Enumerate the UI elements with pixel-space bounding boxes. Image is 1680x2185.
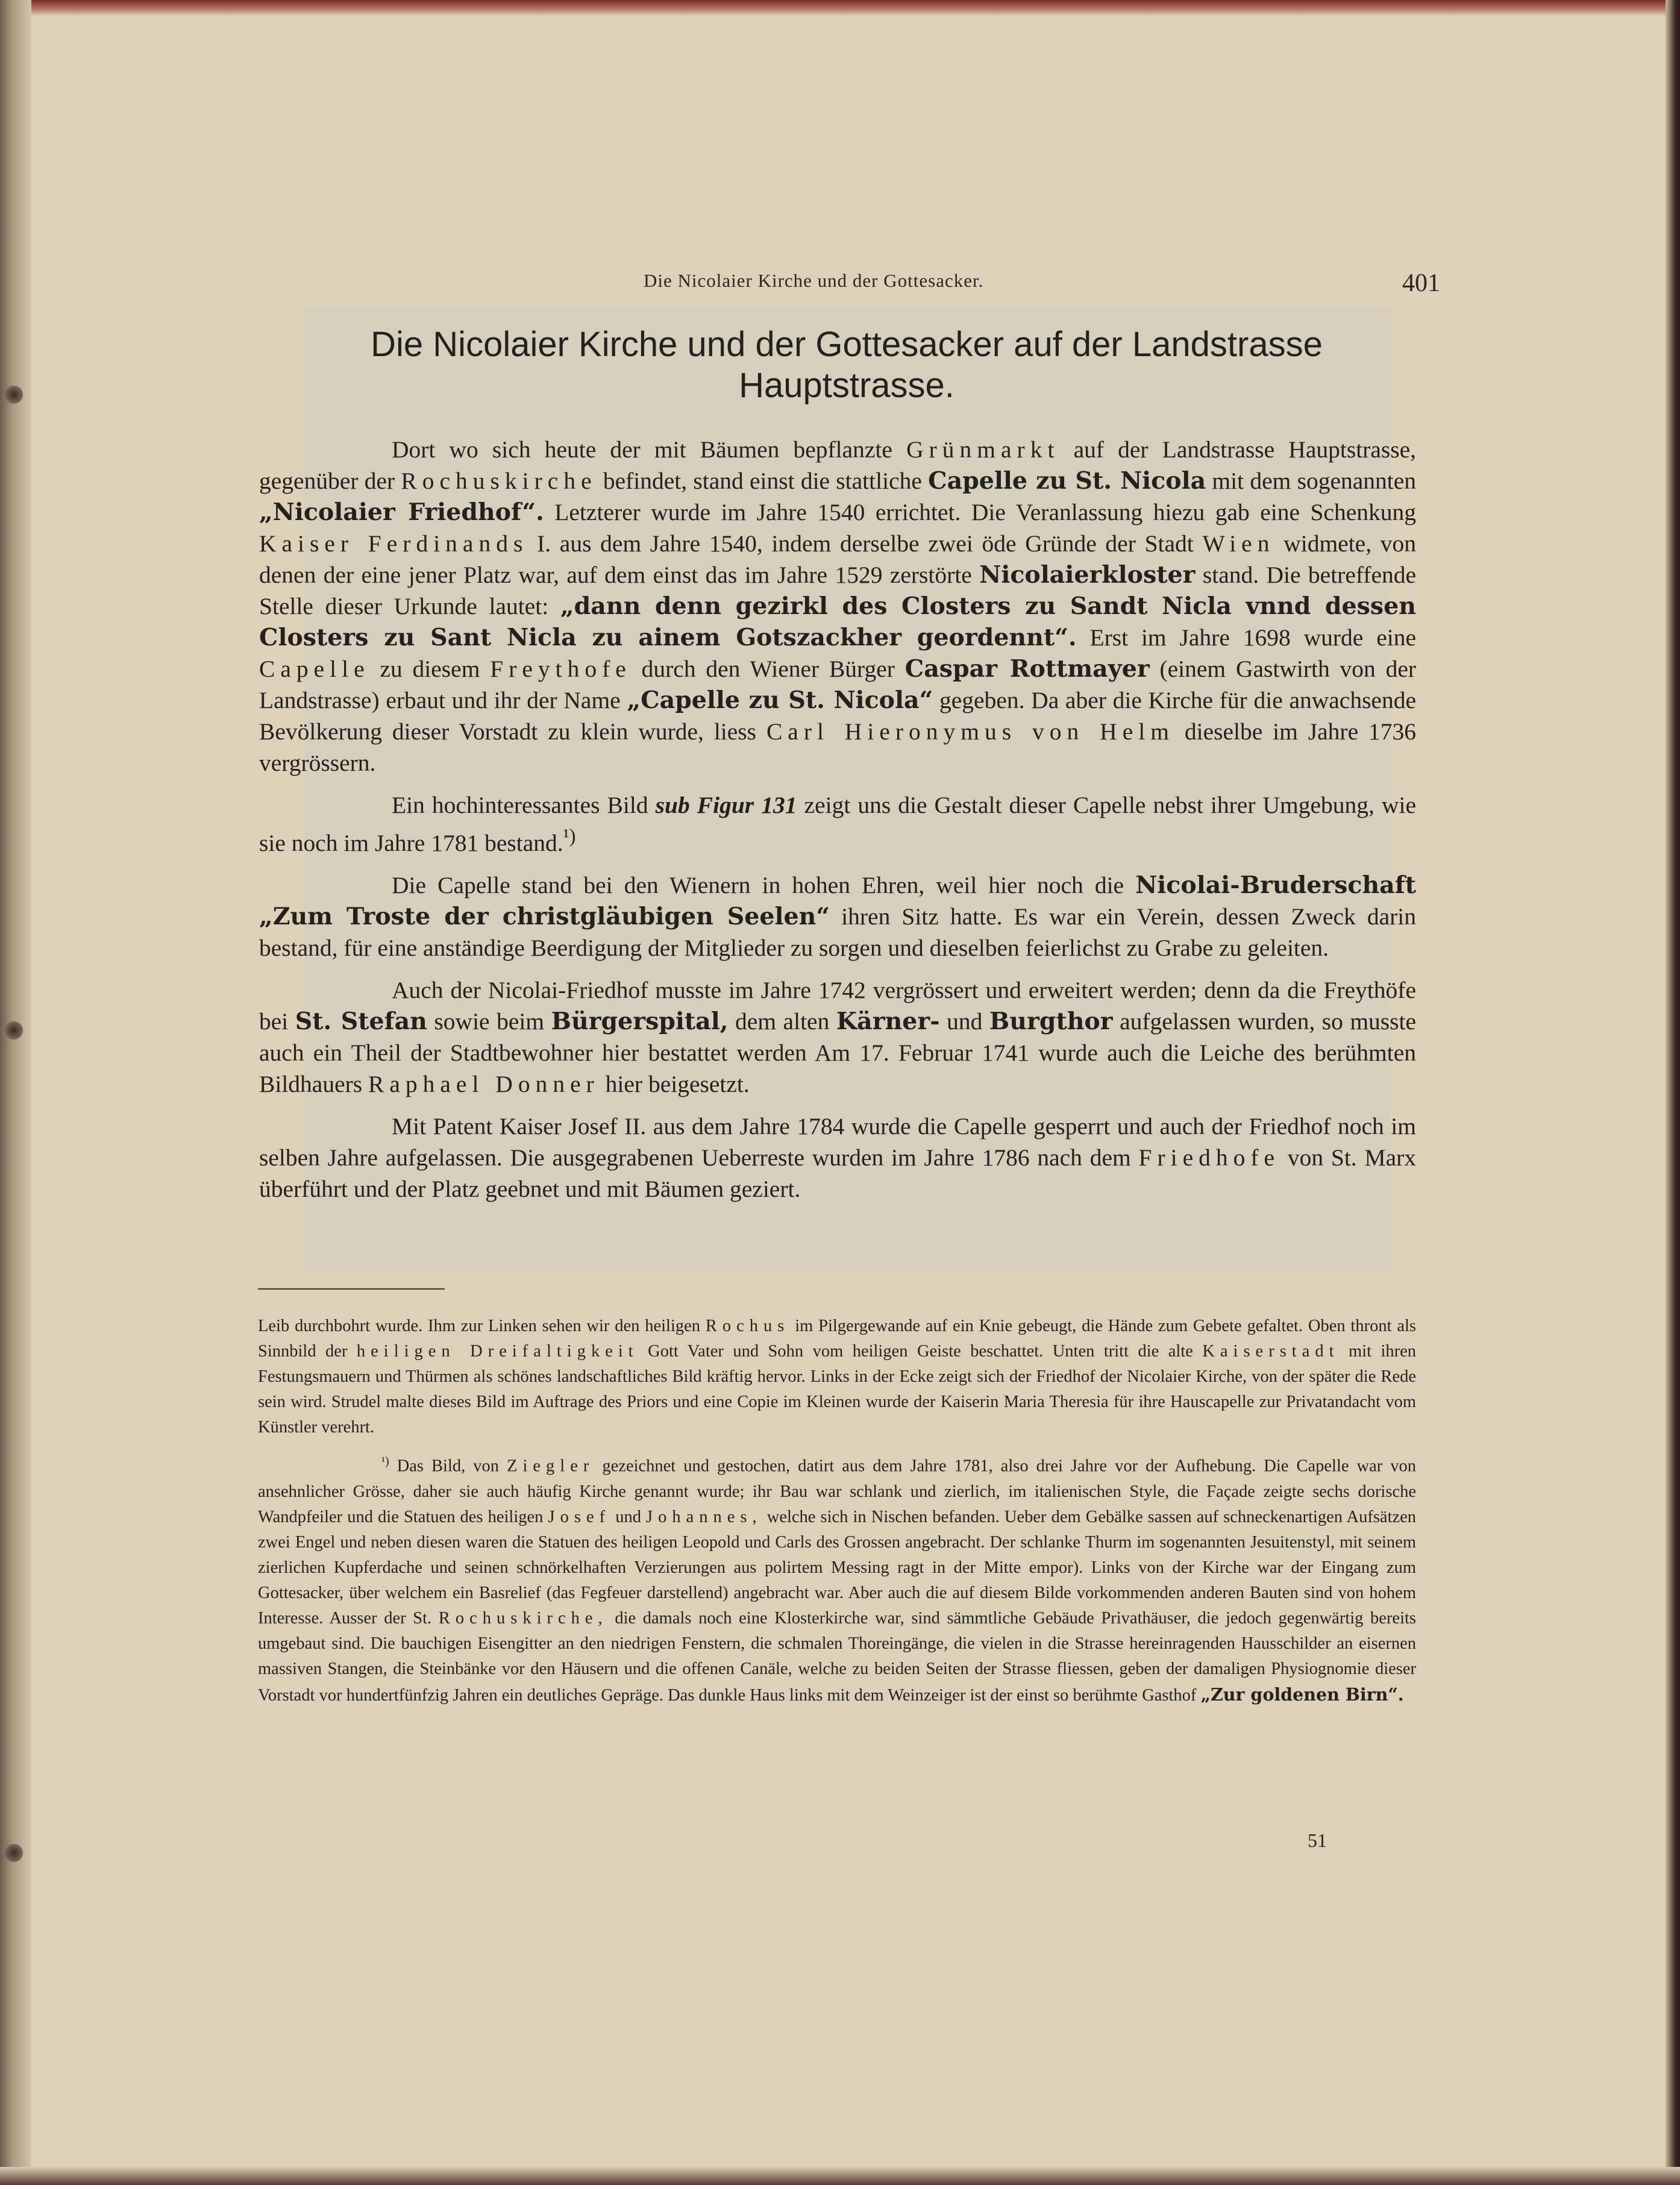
bottom-edge [0,2167,1680,2185]
fraktur-quote: „dann denn gezirkl des Closters zu Sandt Nicla vnnd dessen Closters zu Sant Nicla zu ainem Gotszackher geordennt“. [259,592,1416,651]
paragraph-5: Mit Patent Kaiser Josef II. aus dem Jahre 1784 wurde die Capelle gesperrt und auch der Friedhof noch im selben Jahre aufgelassen. Die ausgegrabenen Ueberreste wurden im Jahre 1786 nach dem Friedhofe von St. Marx überführt und der Platz geebnet und mit Bäumen geziert. [259,1113,1417,1203]
spaced-freythofe: Freythofe [490,656,632,682]
fraktur-name: „Capelle zu St. Nicola“ [627,686,933,714]
fraktur-bruderschaft: Nicolai-Bruderschaft „Zum Troste der christgläubigen Seelen“ [259,871,1417,931]
fraktur-stefan: St. Stefan [295,1008,427,1036]
fraktur-friedhof: „Nicolaier Friedhof“. [259,498,544,526]
spaced-kaiser: Kaiser Ferdinands [259,530,528,557]
top-edge [0,0,1680,16]
spaced-wien: Wien [1202,530,1275,557]
right-edge [1666,0,1680,2185]
article-title [301,324,1392,406]
paragraph-4: Auch der Nicolai-Friedhof musste im Jahre 1742 vergrössert und erweitert werden; denn da die Freythöfe bei St. Stefan sowie beim Bürgerspital, dem alten Kärner- und Burgthor aufgelassen wurden, so musste auch ein Theil der Stadtbewohner hier bestattet werden Am 17. Februar 1741 wurde auch die Leiche des berühmten Bildhauers Raphael Donner hier beigesetzt. [259,977,1417,1098]
title-line-2: Hauptstrasse. [739,366,954,405]
spaced-rochuskirche: Rochuskirche [401,468,597,494]
fraktur-burgthor: Burgthor [989,1008,1113,1036]
fraktur-kloster: Nicolaierkloster [979,561,1196,589]
spaced-helm: Carl Hieronymus von Helm [766,718,1174,745]
footnote-1: $^{^1)}$ Das Bild, von Ziegler gezeichnet und gestochen, datirt aus dem Jahre 1781, also drei Jahre vor der Aufhebung. Die Capelle war von ansehnlicher Grösse, daher sie auch häufig Kirche genannt wurde; ihr Bau war schlank und zierlich, im italienischen Style, die Façade zeigte sechs dorische Wandpfeiler und die Statuen des heiligen Josef und Johannes, welche sich in Nischen befanden. Ueber dem Gebälke sassen auf schneckenartigen Aufsätzen zwei Engel und neben diesen waren die Statuen des heiligen Leopold und Carls des Grossen angebracht. Der schlanke Thurm im sogenannten Jesuitenstyl, mit seinem zierlichen Kupferdache und seinen schnörkelhaften Verzierungen aus polirtem Messing ragt in der Mitte empor). Links von der Kirche war der Eingang zum Gottesacker, über welchem ein Basrelief (das Fegfeuer darstellend) angebracht war. Aber auch die auf diesem Bilde vorkommenden anderen Bauten sind von hohem Interesse. Ausser der St. Rochuskirche, die damals noch eine Klosterkirche war, sind sämmtliche Gebäude Privathäuser, die jedoch gegenwärtig bereits umgebaut sind. Die bauchigen Eisengitter an den niedrigen Fenstern, die schmalen Thoreingänge, die vielen in die Strasse hereinragenden Hausschilder an eisernen massiven Stangen, die Steinbänke vor den Häusern und die offenen Canäle, welche zu beiden Seiten der Strasse fliessen, geben der damaligen Physiognomie dieser Vorstadt vor hundertfünfzig Jahren ein deutliches Gepräge. Das dunkle Haus links mit dem Weinzeiger ist der einst so berühmte Gasthof „Zur goldenen Birn“. [258,1455,1417,1705]
paragraph-2: Ein hochinteressantes Bild sub Figur 131 zeigt uns die Gestalt dieser Capelle nebst ihrer Umgebung, wie sie noch im Jahre 1781 bestand.$^{^1)}$ [259,792,1417,857]
spaced-capelle: Capelle [259,656,370,682]
spaced-gruenmarkt: Grünmarkt [906,436,1060,463]
printer-signature: 51 [1308,1829,1327,1851]
spaced-friedhofe: Friedhofe [1138,1144,1280,1171]
title-line-1: Die Nicolaier Kirche und der Gottesacker auf der Landstrasse [371,325,1323,364]
paragraph-1: Dort wo sich heute der mit Bäumen bepflanzte Grünmarkt auf der Landstrasse Hauptstrasse, gegenüber der Rochuskirche befindet, stand einst die stattliche Capelle zu St. Nicola mit dem sogenannten „Nicolaier Friedhof“. Letzterer wurde im Jahre 1540 errichtet. Die Veranlassung hiezu gab eine Schenkung Kaiser Ferdinands I. aus dem Jahre 1540, indem derselbe zwei öde Gründe der Stadt Wien widmete, von denen der eine jener Platz war, auf dem einst das im Jahre 1529 zerstörte Nicolaierkloster stand. Die betreffende Stelle dieser Urkunde lautet: „dann denn gezirkl des Closters zu Sandt Nicla vnnd dessen Closters zu Sant Nicla zu ainem Gotszackher geordennt“. Erst im Jahre 1698 wurde eine Capelle zu diesem Freythofe durch den Wiener Bürger Caspar Rottmayer (einem Gastwirth von der Landstrasse) erbaut und ihr der Name „Capelle zu St. Nicola“ gegeben. Da aber die Kirche für die anwachsende Bevölkerung dieser Vorstadt zu klein wurde, liess Carl Hieronymus von Helm dieselbe im Jahre 1736 vergrössern. [259,436,1417,776]
fraktur-capelle: Capelle zu St. Nicola [928,467,1206,495]
fraktur-kaerner: Kärner- [836,1008,940,1036]
body-text [259,434,1416,1215]
fraktur-spital: Bürgerspital, [551,1008,729,1036]
footnotes [258,1314,1416,1717]
paragraph-3: Die Capelle stand bei den Wienern in hohen Ehren, weil hier noch die Nicolai-Bruderschaft „Zum Troste der christgläubigen Seelen“ ihren Sitz hatte. Es war ein Verein, dessen Zweck darin bestand, für eine anständige Beerdigung der Mitglieder zu sorgen und dieselben feierlichst zu Grabe zu geleiten. [259,871,1417,962]
footnote-continued: Leib durchbohrt wurde. Ihm zur Linken sehen wir den heiligen Rochus im Pilgergewande auf ein Knie gebeugt, die Hände zum Gebete gefaltet. Oben thront als Sinnbild der heiligen Dreifaltigkeit Gott Vater und Sohn vom heiligen Geiste beschattet. Unten tritt die alte Kaiserstadt mit ihren Festungsmauern und Thürmen als schönes landschaftliches Bild kräftig hervor. Links in der Ecke zeigt sich der Friedhof der Nicolaier Kirche, von der später die Rede sein wird. Strudel malte dieses Bild im Auftrage des Priors und eine Copie im Kleinen wurde der Kaiserin Maria Theresia für ihre Hauscapelle zur Privatandacht vom Künstler verehrt. [258,1317,1417,1437]
spaced-donner: Raphael Donner [368,1071,600,1098]
binding-pin [5,386,23,404]
figure-reference: sub Figur 131 [655,792,797,818]
binding-pin [5,1021,23,1039]
running-head: Die Nicolaier Kirche und der Gottesacker. [644,270,984,291]
binding-pin [5,1844,23,1862]
footnote-rule [258,1288,445,1290]
page-number: 401 [1402,269,1440,297]
fraktur-rottmayer: Caspar Rottmayer [904,655,1150,683]
footnote-ref: ¹) [563,826,576,847]
